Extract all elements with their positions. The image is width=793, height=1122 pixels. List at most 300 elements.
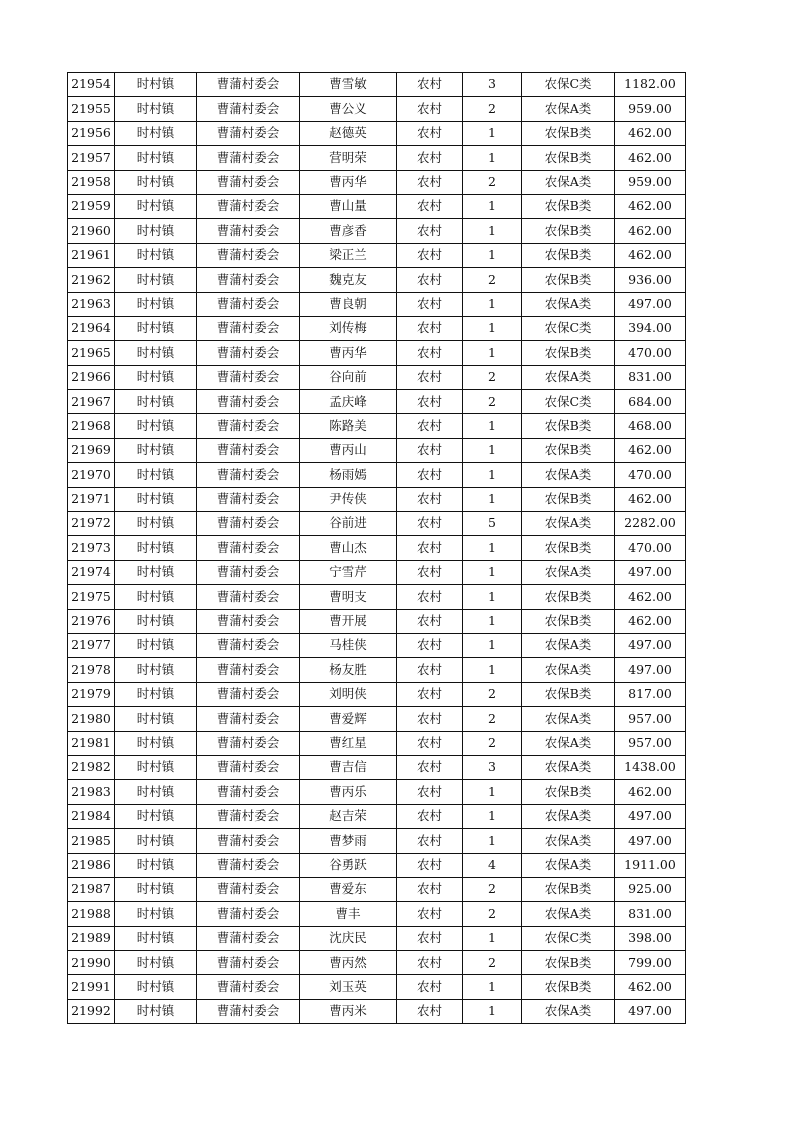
amount-cell: 959.00: [615, 170, 686, 194]
town-cell: 时村镇: [115, 999, 197, 1023]
area-type-cell: 农村: [397, 292, 463, 316]
record-id-cell: 21968: [68, 414, 115, 438]
table-row: [68, 512, 686, 536]
person-name-cell: 曹山杰: [300, 536, 397, 560]
household-count-cell: 1: [463, 316, 522, 340]
person-name-cell: 谷前进: [300, 512, 397, 536]
village-committee-cell: 曹蒲村委会: [197, 170, 300, 194]
person-name-cell: 曹良朝: [300, 292, 397, 316]
amount-cell: 462.00: [615, 146, 686, 170]
table-row: [68, 146, 686, 170]
town-cell: 时村镇: [115, 951, 197, 975]
table-row: [68, 73, 686, 97]
table-row: [68, 463, 686, 487]
village-committee-cell: 曹蒲村委会: [197, 73, 300, 97]
town-cell: 时村镇: [115, 536, 197, 560]
area-type-cell: 农村: [397, 170, 463, 194]
area-type-cell: 农村: [397, 682, 463, 706]
insurance-category-cell: 农保B类: [522, 243, 615, 267]
village-committee-cell: 曹蒲村委会: [197, 682, 300, 706]
household-count-cell: 1: [463, 560, 522, 584]
person-name-cell: 魏克友: [300, 268, 397, 292]
area-type-cell: 农村: [397, 609, 463, 633]
town-cell: 时村镇: [115, 414, 197, 438]
town-cell: 时村镇: [115, 926, 197, 950]
amount-cell: 799.00: [615, 951, 686, 975]
area-type-cell: 农村: [397, 146, 463, 170]
household-count-cell: 1: [463, 146, 522, 170]
person-name-cell: 刘传梅: [300, 316, 397, 340]
area-type-cell: 农村: [397, 316, 463, 340]
town-cell: 时村镇: [115, 609, 197, 633]
person-name-cell: 陈路美: [300, 414, 397, 438]
table-row: [68, 585, 686, 609]
person-name-cell: 杨友胜: [300, 658, 397, 682]
household-count-cell: 1: [463, 292, 522, 316]
record-id-cell: 21956: [68, 121, 115, 145]
insurance-category-cell: 农保C类: [522, 926, 615, 950]
town-cell: 时村镇: [115, 365, 197, 389]
village-committee-cell: 曹蒲村委会: [197, 219, 300, 243]
person-name-cell: 赵吉荣: [300, 804, 397, 828]
village-committee-cell: 曹蒲村委会: [197, 243, 300, 267]
amount-cell: 462.00: [615, 609, 686, 633]
table-row: [68, 97, 686, 121]
area-type-cell: 农村: [397, 121, 463, 145]
record-id-cell: 21959: [68, 194, 115, 218]
table-row: [68, 658, 686, 682]
record-id-cell: 21974: [68, 560, 115, 584]
town-cell: 时村镇: [115, 829, 197, 853]
town-cell: 时村镇: [115, 975, 197, 999]
record-id-cell: 21954: [68, 73, 115, 97]
area-type-cell: 农村: [397, 536, 463, 560]
record-id-cell: 21965: [68, 341, 115, 365]
town-cell: 时村镇: [115, 292, 197, 316]
village-committee-cell: 曹蒲村委会: [197, 902, 300, 926]
town-cell: 时村镇: [115, 633, 197, 657]
table-row: [68, 390, 686, 414]
record-id-cell: 21990: [68, 951, 115, 975]
table-row: [68, 292, 686, 316]
amount-cell: 957.00: [615, 707, 686, 731]
record-id-cell: 21971: [68, 487, 115, 511]
town-cell: 时村镇: [115, 194, 197, 218]
town-cell: 时村镇: [115, 146, 197, 170]
amount-cell: 497.00: [615, 560, 686, 584]
insurance-category-cell: 农保B类: [522, 121, 615, 145]
household-count-cell: 1: [463, 487, 522, 511]
record-id-cell: 21983: [68, 780, 115, 804]
town-cell: 时村镇: [115, 97, 197, 121]
amount-cell: 684.00: [615, 390, 686, 414]
record-id-cell: 21964: [68, 316, 115, 340]
area-type-cell: 农村: [397, 731, 463, 755]
village-committee-cell: 曹蒲村委会: [197, 438, 300, 462]
record-id-cell: 21967: [68, 390, 115, 414]
village-committee-cell: 曹蒲村委会: [197, 536, 300, 560]
record-id-cell: 21970: [68, 463, 115, 487]
household-count-cell: 1: [463, 463, 522, 487]
record-id-cell: 21992: [68, 999, 115, 1023]
person-name-cell: 曹丙华: [300, 341, 397, 365]
village-committee-cell: 曹蒲村委会: [197, 731, 300, 755]
insurance-category-cell: 农保B类: [522, 341, 615, 365]
area-type-cell: 农村: [397, 560, 463, 584]
record-id-cell: 21981: [68, 731, 115, 755]
village-committee-cell: 曹蒲村委会: [197, 487, 300, 511]
household-count-cell: 1: [463, 780, 522, 804]
town-cell: 时村镇: [115, 658, 197, 682]
village-committee-cell: 曹蒲村委会: [197, 585, 300, 609]
amount-cell: 470.00: [615, 463, 686, 487]
insurance-category-cell: 农保A类: [522, 463, 615, 487]
person-name-cell: 马桂侠: [300, 633, 397, 657]
insurance-category-cell: 农保A类: [522, 731, 615, 755]
record-id-cell: 21966: [68, 365, 115, 389]
table-row: [68, 951, 686, 975]
amount-cell: 817.00: [615, 682, 686, 706]
household-count-cell: 1: [463, 585, 522, 609]
town-cell: 时村镇: [115, 804, 197, 828]
person-name-cell: 沈庆民: [300, 926, 397, 950]
town-cell: 时村镇: [115, 438, 197, 462]
insurance-category-cell: 农保B类: [522, 682, 615, 706]
village-committee-cell: 曹蒲村委会: [197, 926, 300, 950]
table-row: [68, 755, 686, 779]
table-row: [68, 316, 686, 340]
town-cell: 时村镇: [115, 682, 197, 706]
village-committee-cell: 曹蒲村委会: [197, 341, 300, 365]
record-id-cell: 21958: [68, 170, 115, 194]
insurance-category-cell: 农保C类: [522, 390, 615, 414]
amount-cell: 497.00: [615, 804, 686, 828]
amount-cell: 462.00: [615, 243, 686, 267]
area-type-cell: 农村: [397, 877, 463, 901]
table-row: [68, 731, 686, 755]
insurance-category-cell: 农保A类: [522, 853, 615, 877]
amount-cell: 2282.00: [615, 512, 686, 536]
insurance-category-cell: 农保A类: [522, 97, 615, 121]
household-count-cell: 2: [463, 97, 522, 121]
household-count-cell: 1: [463, 438, 522, 462]
insurance-category-cell: 农保B类: [522, 585, 615, 609]
amount-cell: 394.00: [615, 316, 686, 340]
record-id-cell: 21973: [68, 536, 115, 560]
insurance-category-cell: 农保A类: [522, 755, 615, 779]
town-cell: 时村镇: [115, 487, 197, 511]
town-cell: 时村镇: [115, 560, 197, 584]
household-count-cell: 3: [463, 73, 522, 97]
person-name-cell: 曹开展: [300, 609, 397, 633]
insurance-category-cell: 农保B类: [522, 975, 615, 999]
record-id-cell: 21969: [68, 438, 115, 462]
village-committee-cell: 曹蒲村委会: [197, 292, 300, 316]
town-cell: 时村镇: [115, 73, 197, 97]
person-name-cell: 尹传侠: [300, 487, 397, 511]
household-count-cell: 1: [463, 633, 522, 657]
person-name-cell: 曹丙米: [300, 999, 397, 1023]
area-type-cell: 农村: [397, 365, 463, 389]
amount-cell: 831.00: [615, 365, 686, 389]
table-row: [68, 975, 686, 999]
insurance-category-cell: 农保A类: [522, 829, 615, 853]
household-count-cell: 1: [463, 804, 522, 828]
record-id-cell: 21972: [68, 512, 115, 536]
table-row: [68, 194, 686, 218]
insurance-category-cell: 农保B类: [522, 487, 615, 511]
table-row: [68, 438, 686, 462]
household-count-cell: 1: [463, 658, 522, 682]
area-type-cell: 农村: [397, 512, 463, 536]
table-row: [68, 804, 686, 828]
area-type-cell: 农村: [397, 219, 463, 243]
amount-cell: 1438.00: [615, 755, 686, 779]
household-count-cell: 1: [463, 219, 522, 243]
village-committee-cell: 曹蒲村委会: [197, 414, 300, 438]
household-count-cell: 1: [463, 829, 522, 853]
insurance-category-cell: 农保B类: [522, 877, 615, 901]
table-row: [68, 829, 686, 853]
record-id-cell: 21988: [68, 902, 115, 926]
town-cell: 时村镇: [115, 463, 197, 487]
village-committee-cell: 曹蒲村委会: [197, 707, 300, 731]
person-name-cell: 曹爱辉: [300, 707, 397, 731]
insurance-category-cell: 农保A类: [522, 902, 615, 926]
household-count-cell: 1: [463, 975, 522, 999]
household-count-cell: 3: [463, 755, 522, 779]
amount-cell: 462.00: [615, 219, 686, 243]
insurance-category-cell: 农保A类: [522, 999, 615, 1023]
village-committee-cell: 曹蒲村委会: [197, 780, 300, 804]
person-name-cell: 曹丰: [300, 902, 397, 926]
area-type-cell: 农村: [397, 341, 463, 365]
table-row: [68, 243, 686, 267]
amount-cell: 497.00: [615, 658, 686, 682]
table-row: [68, 414, 686, 438]
household-count-cell: 2: [463, 951, 522, 975]
person-name-cell: 赵德英: [300, 121, 397, 145]
person-name-cell: 曹爱东: [300, 877, 397, 901]
record-id-cell: 21991: [68, 975, 115, 999]
record-id-cell: 21961: [68, 243, 115, 267]
town-cell: 时村镇: [115, 170, 197, 194]
insurance-category-cell: 农保B类: [522, 219, 615, 243]
person-name-cell: 曹彦香: [300, 219, 397, 243]
area-type-cell: 农村: [397, 487, 463, 511]
insurance-category-cell: 农保B类: [522, 536, 615, 560]
record-id-cell: 21977: [68, 633, 115, 657]
town-cell: 时村镇: [115, 219, 197, 243]
area-type-cell: 农村: [397, 926, 463, 950]
table-row: [68, 560, 686, 584]
amount-cell: 462.00: [615, 487, 686, 511]
area-type-cell: 农村: [397, 707, 463, 731]
record-id-cell: 21962: [68, 268, 115, 292]
village-committee-cell: 曹蒲村委会: [197, 829, 300, 853]
area-type-cell: 农村: [397, 97, 463, 121]
area-type-cell: 农村: [397, 975, 463, 999]
town-cell: 时村镇: [115, 390, 197, 414]
area-type-cell: 农村: [397, 804, 463, 828]
person-name-cell: 孟庆峰: [300, 390, 397, 414]
town-cell: 时村镇: [115, 243, 197, 267]
village-committee-cell: 曹蒲村委会: [197, 316, 300, 340]
insurance-category-cell: 农保A类: [522, 658, 615, 682]
village-committee-cell: 曹蒲村委会: [197, 97, 300, 121]
person-name-cell: 刘玉英: [300, 975, 397, 999]
household-count-cell: 2: [463, 682, 522, 706]
record-id-cell: 21985: [68, 829, 115, 853]
table-row: [68, 853, 686, 877]
insurance-category-cell: 农保B类: [522, 146, 615, 170]
person-name-cell: 曹雪敏: [300, 73, 397, 97]
table-row: [68, 487, 686, 511]
village-committee-cell: 曹蒲村委会: [197, 609, 300, 633]
record-id-cell: 21979: [68, 682, 115, 706]
household-count-cell: 2: [463, 902, 522, 926]
person-name-cell: 梁正兰: [300, 243, 397, 267]
subsidy-ledger-table: [67, 72, 686, 1024]
town-cell: 时村镇: [115, 121, 197, 145]
person-name-cell: 曹红星: [300, 731, 397, 755]
table-row: [68, 170, 686, 194]
record-id-cell: 21976: [68, 609, 115, 633]
household-count-cell: 1: [463, 609, 522, 633]
amount-cell: 957.00: [615, 731, 686, 755]
village-committee-cell: 曹蒲村委会: [197, 268, 300, 292]
insurance-category-cell: 农保A类: [522, 707, 615, 731]
record-id-cell: 21982: [68, 755, 115, 779]
insurance-category-cell: 农保A类: [522, 292, 615, 316]
person-name-cell: 曹丙华: [300, 170, 397, 194]
table-row: [68, 877, 686, 901]
person-name-cell: 曹山量: [300, 194, 397, 218]
village-committee-cell: 曹蒲村委会: [197, 877, 300, 901]
insurance-category-cell: 农保B类: [522, 438, 615, 462]
amount-cell: 462.00: [615, 121, 686, 145]
household-count-cell: 4: [463, 853, 522, 877]
amount-cell: 462.00: [615, 585, 686, 609]
record-id-cell: 21978: [68, 658, 115, 682]
town-cell: 时村镇: [115, 731, 197, 755]
household-count-cell: 2: [463, 390, 522, 414]
village-committee-cell: 曹蒲村委会: [197, 194, 300, 218]
amount-cell: 497.00: [615, 292, 686, 316]
area-type-cell: 农村: [397, 390, 463, 414]
table-row: [68, 682, 686, 706]
town-cell: 时村镇: [115, 707, 197, 731]
area-type-cell: 农村: [397, 633, 463, 657]
area-type-cell: 农村: [397, 243, 463, 267]
table-row: [68, 999, 686, 1023]
town-cell: 时村镇: [115, 755, 197, 779]
insurance-category-cell: 农保B类: [522, 780, 615, 804]
area-type-cell: 农村: [397, 829, 463, 853]
person-name-cell: 曹丙乐: [300, 780, 397, 804]
household-count-cell: 5: [463, 512, 522, 536]
village-committee-cell: 曹蒲村委会: [197, 755, 300, 779]
village-committee-cell: 曹蒲村委会: [197, 560, 300, 584]
record-id-cell: 21987: [68, 877, 115, 901]
town-cell: 时村镇: [115, 853, 197, 877]
amount-cell: 497.00: [615, 999, 686, 1023]
amount-cell: 959.00: [615, 97, 686, 121]
person-name-cell: 曹公义: [300, 97, 397, 121]
household-count-cell: 2: [463, 877, 522, 901]
person-name-cell: 曹丙山: [300, 438, 397, 462]
amount-cell: 925.00: [615, 877, 686, 901]
village-committee-cell: 曹蒲村委会: [197, 463, 300, 487]
amount-cell: 468.00: [615, 414, 686, 438]
insurance-category-cell: 农保A类: [522, 560, 615, 584]
village-committee-cell: 曹蒲村委会: [197, 951, 300, 975]
table-row: [68, 633, 686, 657]
amount-cell: 936.00: [615, 268, 686, 292]
village-committee-cell: 曹蒲村委会: [197, 975, 300, 999]
person-name-cell: 曹吉信: [300, 755, 397, 779]
household-count-cell: 2: [463, 707, 522, 731]
village-committee-cell: 曹蒲村委会: [197, 121, 300, 145]
insurance-category-cell: 农保B类: [522, 414, 615, 438]
household-count-cell: 1: [463, 926, 522, 950]
village-committee-cell: 曹蒲村委会: [197, 658, 300, 682]
household-count-cell: 1: [463, 536, 522, 560]
household-count-cell: 1: [463, 121, 522, 145]
amount-cell: 497.00: [615, 633, 686, 657]
household-count-cell: 2: [463, 365, 522, 389]
insurance-category-cell: 农保B类: [522, 609, 615, 633]
household-count-cell: 2: [463, 268, 522, 292]
area-type-cell: 农村: [397, 73, 463, 97]
record-id-cell: 21980: [68, 707, 115, 731]
amount-cell: 398.00: [615, 926, 686, 950]
amount-cell: 462.00: [615, 194, 686, 218]
amount-cell: 470.00: [615, 341, 686, 365]
table-row: [68, 268, 686, 292]
record-id-cell: 21955: [68, 97, 115, 121]
person-name-cell: 曹梦雨: [300, 829, 397, 853]
household-count-cell: 1: [463, 194, 522, 218]
table-row: [68, 219, 686, 243]
village-committee-cell: 曹蒲村委会: [197, 512, 300, 536]
amount-cell: 462.00: [615, 975, 686, 999]
person-name-cell: 谷向前: [300, 365, 397, 389]
insurance-category-cell: 农保A类: [522, 633, 615, 657]
table-row: [68, 902, 686, 926]
person-name-cell: 杨雨嫣: [300, 463, 397, 487]
village-committee-cell: 曹蒲村委会: [197, 390, 300, 414]
household-count-cell: 2: [463, 731, 522, 755]
area-type-cell: 农村: [397, 658, 463, 682]
person-name-cell: 曹明支: [300, 585, 397, 609]
table-row: [68, 121, 686, 145]
insurance-category-cell: 农保A类: [522, 512, 615, 536]
insurance-category-cell: 农保A类: [522, 804, 615, 828]
table-row: [68, 536, 686, 560]
amount-cell: 831.00: [615, 902, 686, 926]
town-cell: 时村镇: [115, 512, 197, 536]
table-row: [68, 609, 686, 633]
amount-cell: 462.00: [615, 438, 686, 462]
area-type-cell: 农村: [397, 463, 463, 487]
area-type-cell: 农村: [397, 780, 463, 804]
table-row: [68, 926, 686, 950]
record-id-cell: 21975: [68, 585, 115, 609]
town-cell: 时村镇: [115, 341, 197, 365]
amount-cell: 497.00: [615, 829, 686, 853]
person-name-cell: 营明荣: [300, 146, 397, 170]
